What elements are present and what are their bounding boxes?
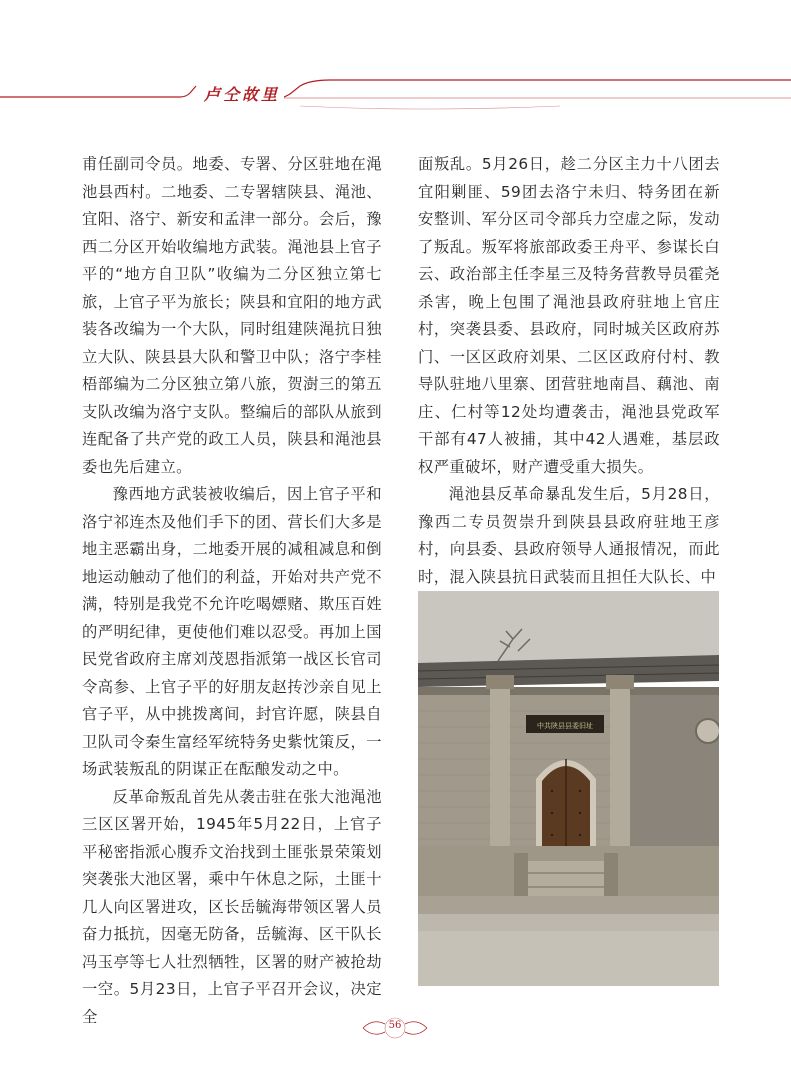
plaque-text: 中共陕县县委旧址 [537, 722, 593, 730]
page-number-ornament [355, 1012, 435, 1044]
paragraph: 反革命叛乱首先从袭击驻在张大池渑池三区区署开始，1945年5月22日，上官子平秘密指派心腹乔文治找到土匪张景荣策划突袭张大池区署，乘中午休息之际，土匪十几人向区署进攻，区长岳毓海带领区署人员奋力抵抗，因毫无防备，岳毓海、区干队长冯玉亭等七人壮烈牺牲，区署的财产被抢劫一空。5月23日，上官子平召开会议，决定全 [82, 787, 382, 1026]
left-column [82, 151, 382, 1031]
paragraph: 甫任副司令员。地委、专署、分区驻地在渑池县西村。二地委、二专署辖陕县、渑池、宜阳、洛宁、新安和孟津一部分。会后，豫西二分区开始收编地方武装。渑池县上官子平的“地方自卫队”收编为二分区独立第七旅，上官子平为旅长；陕县和宜阳的地方武装各改编为一个大队，同时组建陕渑抗日独立大队、陕县县大队和警卫中队；洛宁李桂梧部编为二分区独立第八旅，贺澍三的第五支队改编为洛宁支队。整编后的部队从旅到连配备了共产党的政工人员，陕县和渑池县委也先后建立。 [82, 155, 382, 476]
right-column [418, 151, 720, 591]
section-title: 卢仝故里 [200, 82, 284, 105]
paragraph: 面叛乱。5月26日，趁二分区主力十八团去宜阳剿匪、59团去洛宁未归、特务团在新安整训、军分区司令部兵力空虚之际，发动了叛乱。叛军将旅部政委王舟平、参谋长白云、政治部主任李星三及特务营教导员霍尧杀害，晚上包围了渑池县政府驻地上官庄村，突袭县委、县政府，同时城关区政府苏门、一区区政府刘果、二区区政府付村、教导队驻地八里寨、团营驻地南昌、藕池、南庄、仁村等12处均遭袭击，渑池县党政军干部有47人被捕，其中42人遇难，基层政权严重破坏，财产遭受重大损失。 [418, 155, 720, 476]
paragraph: 渑池县反革命暴乱发生后，5月28日，豫西二专员贺崇升到陕县县政府驻地王彦村，向县委、县政府领导人通报情况，而此时，混入陕县抗日武装而且担任大队长、中 [418, 485, 720, 586]
building-photo [418, 591, 719, 986]
paragraph: 豫西地方武装被收编后，因上官子平和洛宁祁连杰及他们手下的团、营长们大多是地主恶霸出身，二地委开展的减租减息和倒地运动触动了他们的利益，开始对共产党不满，特别是我党不允许吃喝嫖赌、欺压百姓的严明纪律，更使他们难以忍受。再加上国民党省政府主席刘茂恩指派第一战区长官司令高参、上官子平的好朋友赵抟沙亲自见上官子平，从中挑拨离间，封官许愿，陕县自卫队司令秦生富经军统特务史紫忱策反，一场武装叛乱的阴谋正在酝酿发动之中。 [82, 485, 382, 778]
header-ornament [0, 0, 791, 130]
page-number: 56 [388, 1020, 402, 1031]
